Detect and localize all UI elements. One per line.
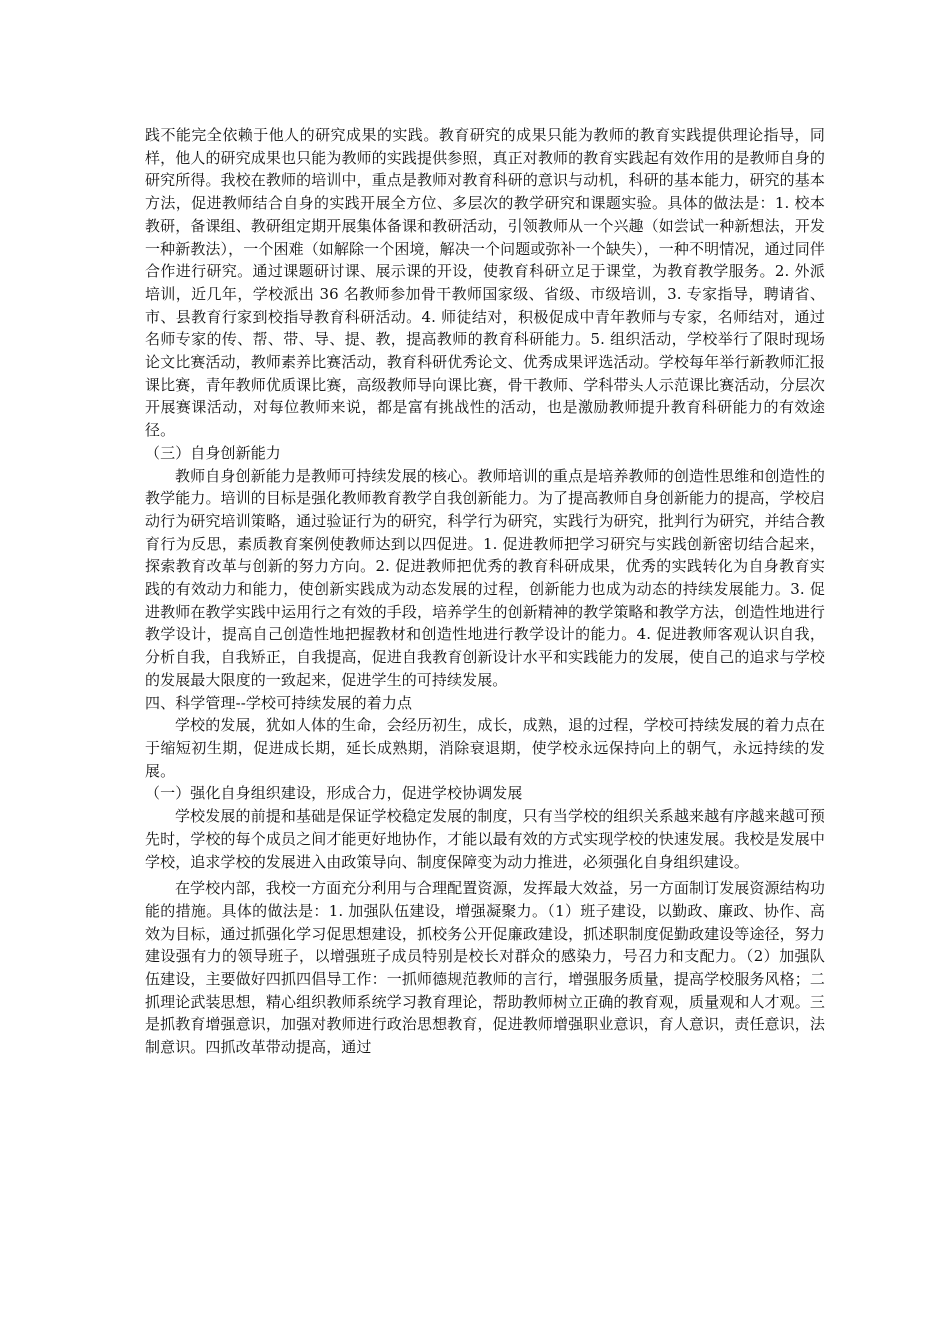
body-paragraph: 学校的发展，犹如人体的生命，会经历初生，成长，成熟，退的过程，学校可持续发展的着力点在于缩短初生期，促进成长期，延长成熟期，消除衰退期，使学校永远保持向上的朝气，永远持续的发展。 bbox=[145, 716, 825, 780]
subsection-heading: （一）强化自身组织建设，形成合力，促进学校协调发展 bbox=[145, 784, 523, 803]
body-paragraph: 学校发展的前提和基础是保证学校稳定发展的制度，只有当学校的组织关系越来越有序越来越可预先时，学校的每个成员之间才能更好地协作，才能以最有效的方式实现学校的快速发展。我校是发展中学校，追求学校的发展进入由政策导向、制度保障变为动力推进，必须强化自身组织建设。 bbox=[145, 807, 825, 871]
subsection-heading: （三）自身创新能力 bbox=[145, 443, 281, 462]
document-body bbox=[145, 124, 825, 1059]
body-paragraph: 教师自身创新能力是教师可持续发展的核心。教师培训的重点是培养教师的创造性思维和创造性的教学能力。培训的目标是强化教师教育教学自我创新能力。为了提高教师自身创新能力的提高，学校启动行为研究培训策略，通过验证行为的研究，科学行为研究，实践行为研究，批判行为研究，并结合教育行为反思，素质教育案例使教师达到以四促进。1. 促进教师把学习研究与实践创新密切结合起来，探索教育改革与创新的努力方向。2. 促进教师把优秀的教育科研成果，优秀的实践转化为自身教育实践的有效动力和能力，使创新实践成为动态发展的过程，创新能力也成为动态的持续发展能力。3. 促进教师在教学实践中运用行之有效的手段，培养学生的创新精神的教学策略和教学方法，创造性地进行教学设计，提高自己创造性地把握教材和创造性地进行教学设计的能力。4. 促进教师客观认识自我，分析自我，自我矫正，自我提高，促进自我教育创新设计水平和实践能力的发展，使自己的追求与学校的发展最大限度的一致起来，促进学生的可持续发展。 bbox=[145, 466, 825, 689]
section-heading: 四、科学管理--学校可持续发展的着力点 bbox=[145, 693, 413, 712]
body-paragraph: 践不能完全依赖于他人的研究成果的实践。教育研究的成果只能为教师的教育实践提供理论指导，同样，他人的研究成果也只能为教师的实践提供参照，真正对教师的教育实践起有效作用的是教师自身的研究所得。我校在教师的培训中，重点是教师对教育科研的意识与动机，科研的基本能力，研究的基本方法，促进教师结合自身的实践开展全方位、多层次的教学研究和课题实验。具体的做法是：1. 校本教研，备课组、教研组定期开展集体备课和教研活动，引领教师从一个兴趣（如尝试一种新想法，开发一种新教法），一个困难（如解除一个困境，解决一个问题或弥补一个缺失），一种不明情况，通过同伴合作进行研究。通过课题研讨课、展示课的开设，使教育科研立足于课堂，为教育教学服务。2. 外派培训，近几年，学校派出 36 名教师参加骨干教师国家级、省级、市级培训，3. 专家指导，聘请省、市、县教育行家到校指导教育科研活动。4. 师徒结对，积极促成中青年教师与专家，名师结对，通过名师专家的传、帮、带、导、提、教，提高教师的教育科研能力。5. 组织活动，学校举行了限时现场论文比赛活动，教师素养比赛活动，教育科研优秀论文、优秀成果评选活动。学校每年举行新教师汇报课比赛，青年教师优质课比赛，高级教师导向课比赛，骨干教师、学科带头人示范课比赛活动，分层次开展赛课活动，对每位教师来说，都是富有挑战性的活动，也是激励教师提升教育科研能力的有效途径。 bbox=[145, 126, 825, 440]
body-paragraph: 在学校内部，我校一方面充分利用与合理配置资源，发挥最大效益，另一方面制订发展资源结构功能的措施。具体的做法是：1. 加强队伍建设，增强凝聚力。（1）班子建设，以勤政、廉政、协作、高效为目标，通过抓强化学习促思想建设，抓校务公开促廉政建设，抓述职制度促勤政建设等途径，努力建设强有力的领导班子，以增强班子成员特别是校长对群众的感染力，号召力和支配力。（2）加强队伍建设，主要做好四抓四倡导工作：一抓师德规范教师的言行，增强服务质量，提高学校服务风格；二抓理论武装思想，精心组织教师系统学习教育理论，帮助教师树立正确的教育观，质量观和人才观。三是抓教育增强意识，加强对教师进行政治思想教育，促进教师增强职业意识，育人意识，责任意识，法制意识。四抓改革带动提高，通过 bbox=[145, 879, 825, 1057]
